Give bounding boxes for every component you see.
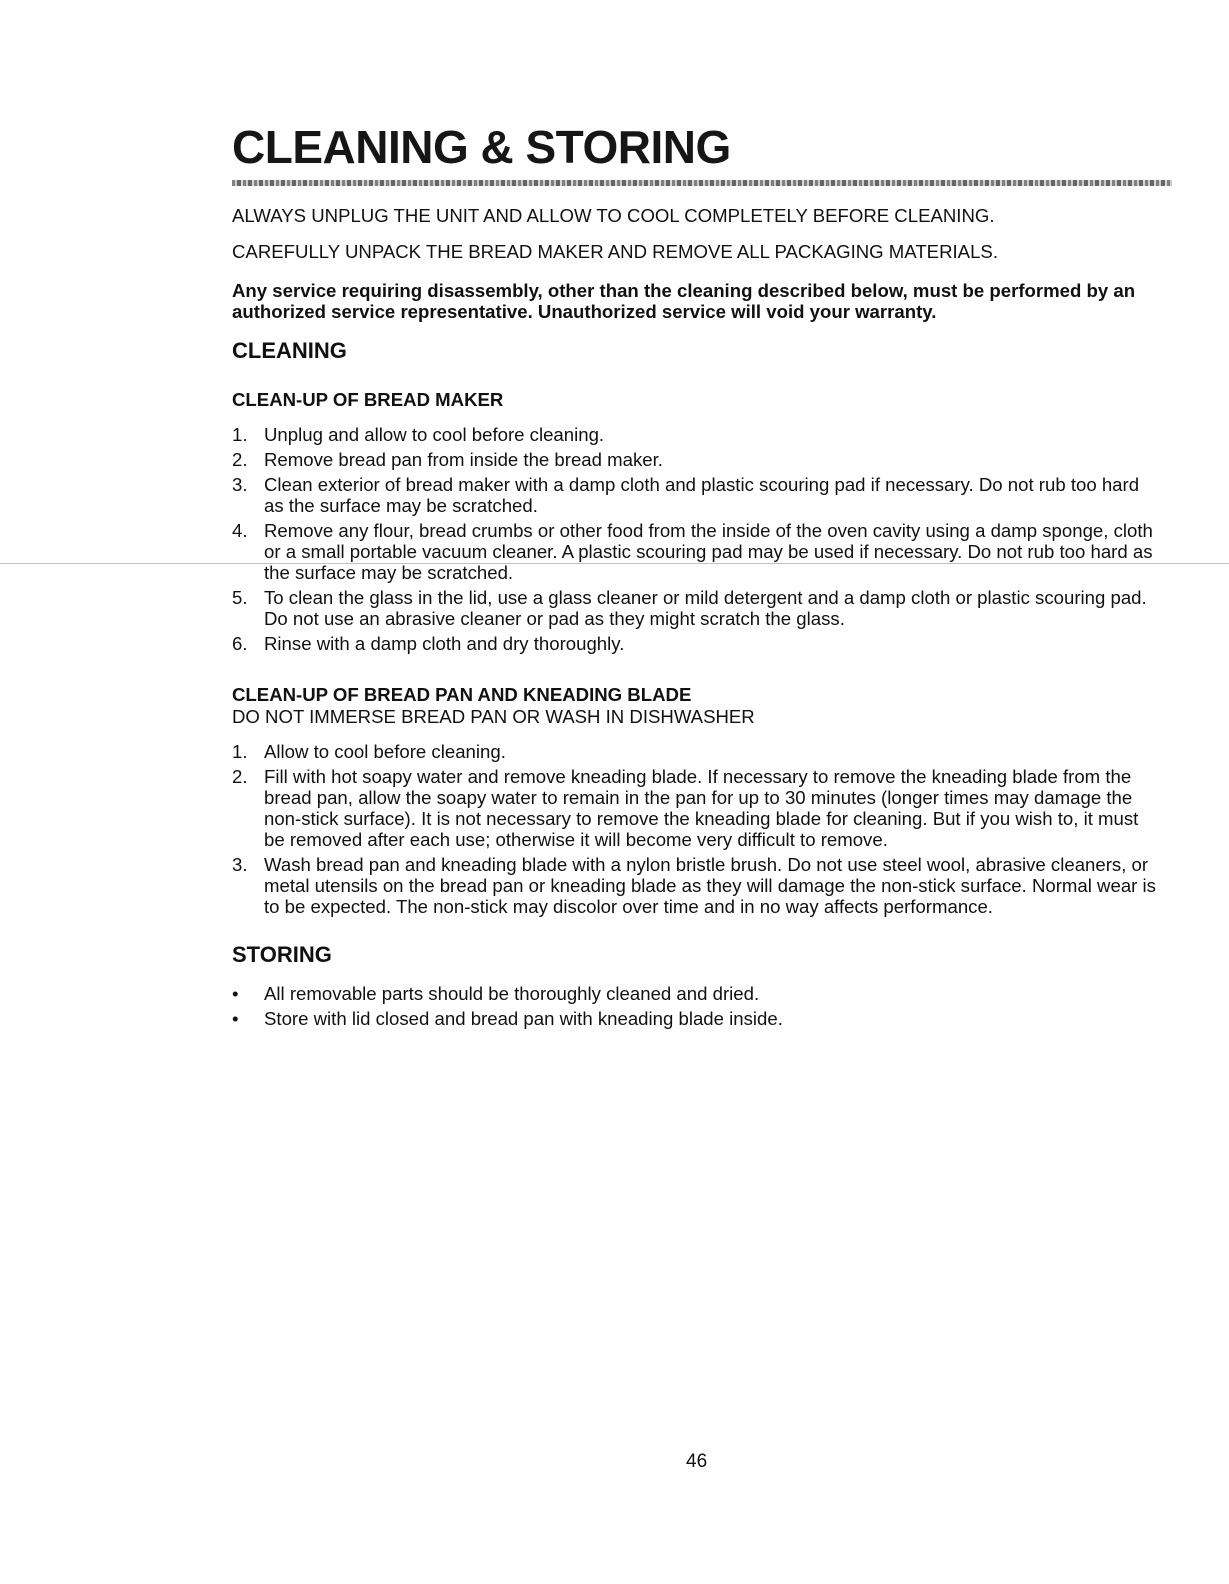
list-item — [232, 854, 1162, 917]
bread-pan-steps — [232, 741, 1162, 917]
list-item — [232, 983, 1162, 1004]
step-number: 6. — [232, 633, 248, 654]
step-number: 1. — [232, 424, 248, 445]
unplug-instruction: ALWAYS UNPLUG THE UNIT AND ALLOW TO COOL COMPLETELY BEFORE CLEANING. — [232, 205, 995, 226]
unpack-instruction: CAREFULLY UNPACK THE BREAD MAKER AND REMOVE ALL PACKAGING MATERIALS. — [232, 241, 998, 262]
bullet-icon: • — [232, 983, 239, 1004]
step-number: 2. — [232, 766, 248, 787]
list-item — [232, 424, 1162, 445]
step-text: Clean exterior of bread maker with a damp cloth and plastic scouring pad if necessary. Do not rub too hard as the surface may be scratched. — [264, 474, 1140, 516]
step-number: 5. — [232, 587, 248, 608]
bread-maker-steps — [232, 424, 1162, 654]
page-title: CLEANING & STORING — [232, 121, 731, 173]
page-content — [232, 205, 1162, 1033]
step-text: Remove bread pan from inside the bread maker. — [264, 449, 663, 470]
title-underline — [232, 180, 1172, 186]
list-item — [232, 587, 1162, 629]
bullet-icon: • — [232, 1008, 239, 1029]
bullet-text: All removable parts should be thoroughly cleaned and dried. — [264, 983, 760, 1004]
list-item — [232, 766, 1162, 850]
step-number: 3. — [232, 854, 248, 875]
step-text: Remove any flour, bread crumbs or other food from the inside of the oven cavity using a damp sponge, cloth or a small portable vacuum cleaner. A plastic scouring pad may be used if necessary. Do not rub too hard as the surface may be scratched. — [264, 520, 1153, 583]
storing-list — [232, 983, 1162, 1029]
service-warning: Any service requiring disassembly, other than the cleaning described below, must be performed by an authorized service representative. Unauthorized service will void your warranty. — [232, 280, 1136, 322]
step-text: Rinse with a damp cloth and dry thoroughly. — [264, 633, 625, 654]
step-number: 1. — [232, 741, 248, 762]
bullet-text: Store with lid closed and bread pan with kneading blade inside. — [264, 1008, 783, 1029]
step-text: Unplug and allow to cool before cleaning. — [264, 424, 605, 445]
step-text: Fill with hot soapy water and remove kneading blade. If necessary to remove the kneading blade from the bread pan, allow the soapy water to remain in the pan for up to 30 minutes (longer times may damage the non-stick surface). It is not necessary to remove the kneading blade for cleaning. But if you wish to, it must be removed after each use; otherwise it will become very difficult to remove. — [264, 766, 1139, 850]
step-number: 2. — [232, 449, 248, 470]
dishwasher-warning: DO NOT IMMERSE BREAD PAN OR WASH IN DISHWASHER — [232, 706, 755, 727]
list-item — [232, 633, 1162, 654]
list-item — [232, 449, 1162, 470]
step-number: 3. — [232, 474, 248, 495]
bread-pan-heading: CLEAN-UP OF BREAD PAN AND KNEADING BLADE — [232, 684, 692, 705]
cleaning-heading: CLEANING — [232, 338, 347, 363]
step-text: Allow to cool before cleaning. — [264, 741, 506, 762]
page-number: 46 — [686, 1451, 708, 1472]
bread-maker-heading: CLEAN-UP OF BREAD MAKER — [232, 389, 504, 410]
list-item — [232, 1008, 1162, 1029]
step-number: 4. — [232, 520, 248, 541]
storing-heading: STORING — [232, 942, 332, 967]
list-item — [232, 474, 1162, 516]
list-item — [232, 520, 1162, 583]
list-item — [232, 741, 1162, 762]
step-text: To clean the glass in the lid, use a glass cleaner or mild detergent and a damp cloth or plastic scouring pad. Do not use an abrasive cleaner or pad as they might scratch the glass. — [264, 587, 1147, 629]
step-text: Wash bread pan and kneading blade with a nylon bristle brush. Do not use steel wool, abrasive cleaners, or metal utensils on the bread pan or kneading blade as they will damage the non-stick surface. Normal wear is to be expected. The non-stick may discolor over time and in no way affects performance. — [264, 854, 1156, 917]
